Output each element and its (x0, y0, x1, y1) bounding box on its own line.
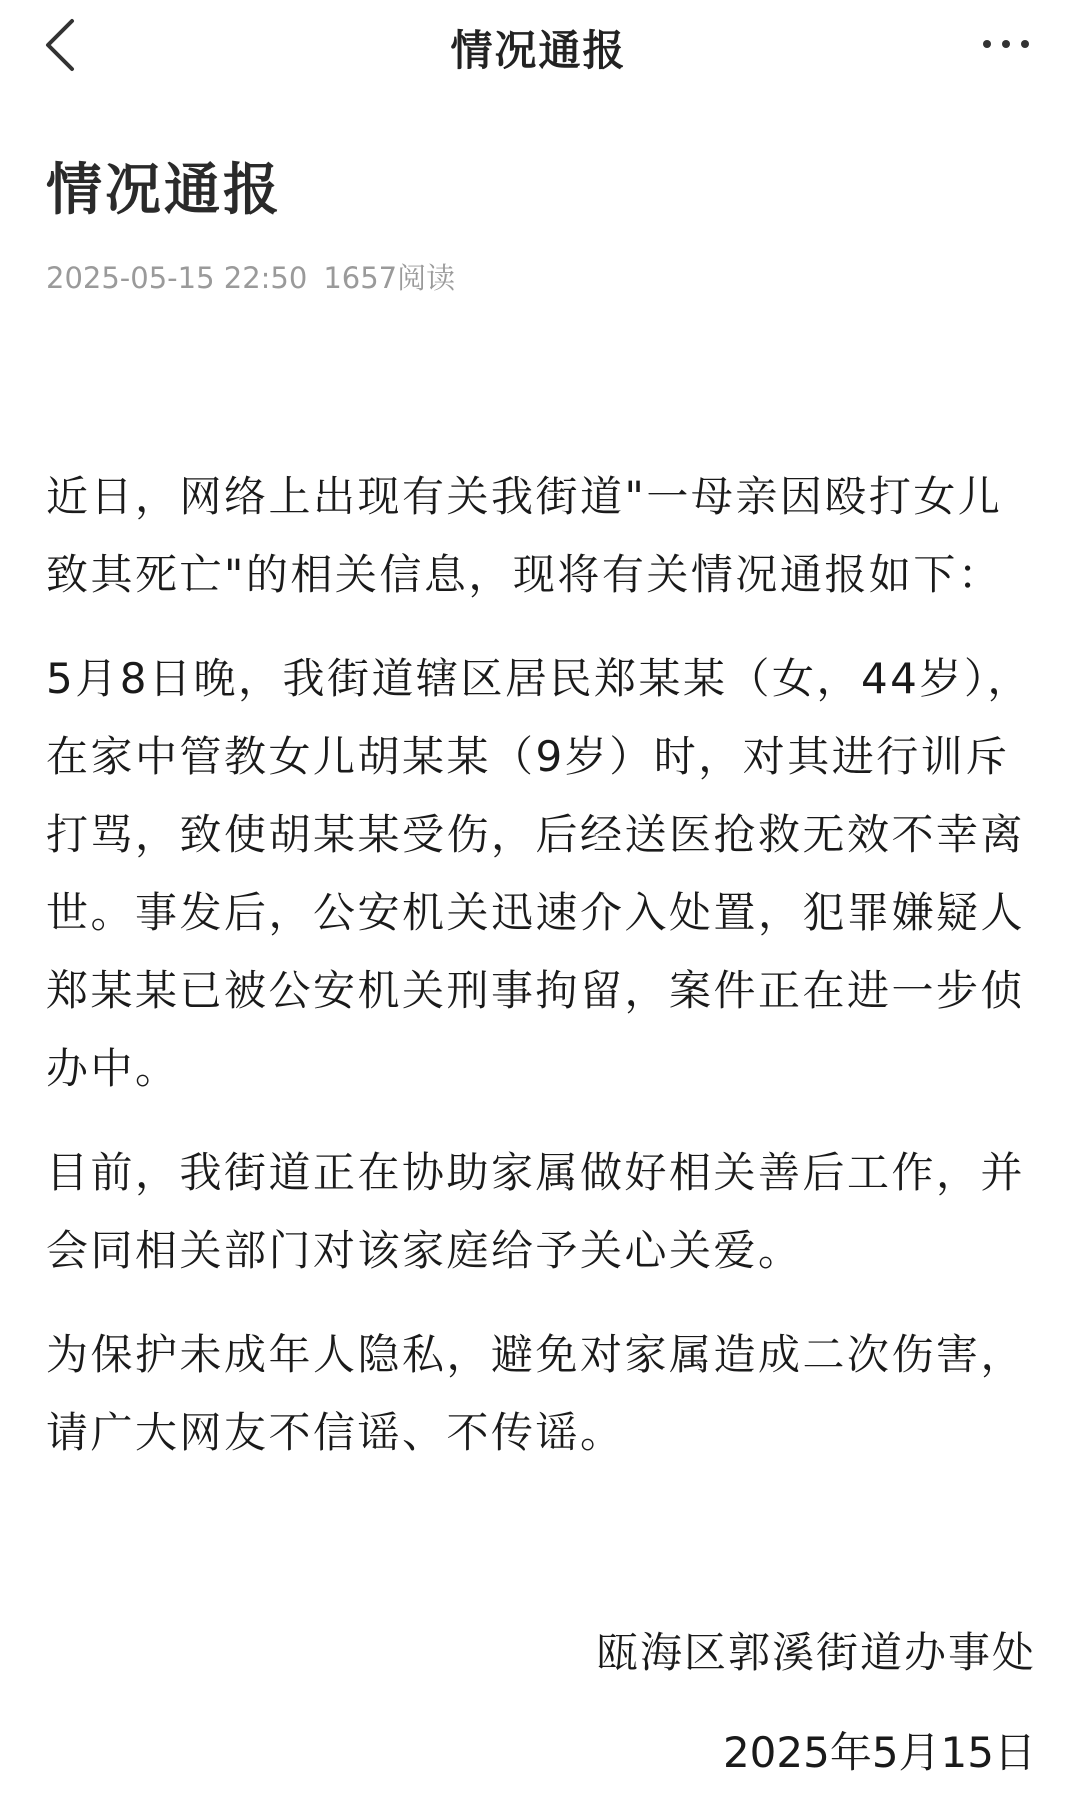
read-count: 1657 (323, 261, 398, 295)
signature-org: 瓯海区郭溪街道办事处 (595, 1628, 1036, 1677)
nav-title: 情况通报 (450, 26, 627, 75)
publish-time: 2025-05-15 22:50 (46, 261, 308, 295)
nav-bar (0, 0, 1077, 96)
paragraph: 目前，我街道正在协助家属做好相关善后工作，并会同相关部门对该家庭给予关心关爱。 (46, 1148, 1026, 1275)
more-button[interactable] (971, 14, 1041, 74)
paragraph: 5月8日晚，我街道辖区居民郑某某（女，44岁），在家中管教女儿胡某某（9岁）时，对其进行训斥打骂，致使胡某某受伤，后经送医抢救无效不幸离世。事发后，公安机关迅速介入处置，犯罪嫌疑人郑某某已被公安机关刑事拘留，案件正在进一步侦办中。 (46, 654, 1032, 1093)
more-dots-icon (981, 38, 1031, 50)
paragraph: 近日，网络上出现有关我街道"一母亲因殴打女儿致其死亡"的相关信息，现将有关情况通报如下： (46, 472, 1003, 599)
signature-date: 2025年5月15日 (722, 1728, 1036, 1777)
paragraph: 为保护未成年人隐私，避免对家属造成二次伤害，请广大网友不信谣、不传谣。 (46, 1330, 1026, 1457)
article-body (46, 458, 1036, 1498)
read-label: 阅读 (397, 261, 456, 295)
article-meta (46, 256, 471, 297)
article-title: 情况通报 (46, 158, 282, 223)
